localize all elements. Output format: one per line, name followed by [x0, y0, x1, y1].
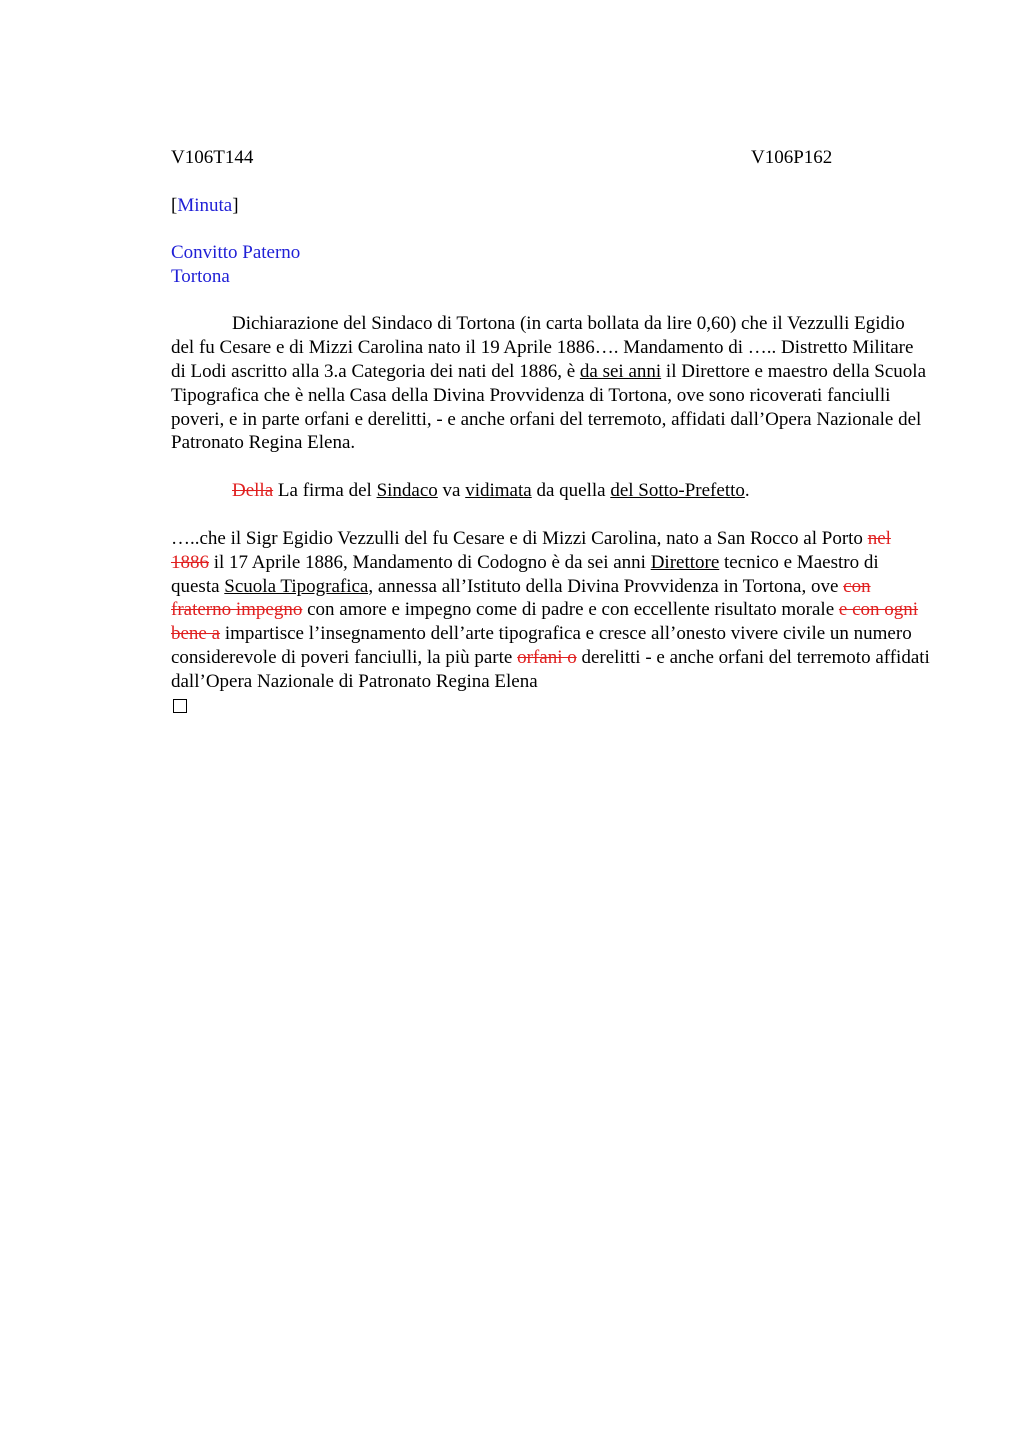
paragraph3-text-g: derelitti - e anche orfani del terremoto affidati dall’Opera Nazionale di Patronato Regina Elena [171, 646, 930, 692]
minuta-text: Minuta [177, 195, 233, 216]
draft-statement-paragraph [171, 527, 931, 694]
underlined-direttore: Direttore [650, 551, 720, 573]
document-code-right: V106P162 [751, 147, 833, 168]
institution-block [171, 241, 931, 289]
declaration-paragraph [171, 312, 931, 455]
paragraph2-text-b: va [437, 480, 466, 502]
paragraph2-text-c: da quella [531, 480, 611, 502]
paragraph3-text-f: impartisce l’insegnamento dell’arte tipografica e cresce all’onesto vivere civile un numero considerevole di poveri fanciulli, la più parte [171, 623, 912, 668]
minuta-label [171, 194, 931, 218]
document-page [171, 146, 931, 713]
struck-della: Della [232, 480, 274, 502]
signature-note-paragraph [171, 479, 931, 503]
institution-name: Convitto Paterno [171, 241, 301, 263]
struck-e-con-ogni-bene-a: e con ogni bene a [171, 599, 919, 645]
minuta-bracket-close: ] [232, 195, 239, 216]
paragraph2-text-d: . [744, 480, 750, 502]
paragraph1-text-b: il Direttore e maestro della Scuola Tipografica che è nella Casa della Divina Provvidenza di Tortona, ove sono ricoverati fanciulli poveri, e in parte orfani e derelitti, - e anche orfani del terremoto, affidati dall’Opera Nazionale del Patronato Regina Elena. [171, 360, 927, 454]
underlined-scuola-tipografica: Scuola Tipografica, [224, 575, 374, 597]
paragraph3-text-d: annessa all’Istituto della Divina Provvidenza in Tortona, ove [373, 575, 844, 597]
paragraph1-text-a: Dichiarazione del Sindaco di Tortona (in carta bollata da lire 0,60) che il Vezzulli Egidio del fu Cesare e di Mizzi Carolina nato il 19 Aprile 1886…. Mandamento di ….. Distretto Militare di Lodi ascritto alla 3.a Categoria dei nati del 1886, è [171, 313, 914, 382]
document-code-left: V106T144 [171, 147, 254, 168]
paragraph1-underlined: da sei anni [579, 360, 662, 382]
document-header [171, 146, 931, 170]
underlined-sotto-prefetto: del Sotto-Prefetto [610, 480, 745, 502]
paragraph3-text-e: con amore e impegno come di padre e con eccellente risultato morale [302, 599, 839, 621]
paragraph3-text-a: …..che il Sigr Egidio Vezzulli del fu Cesare e di Mizzi Carolina, nato a San Rocco al Porto [171, 527, 868, 549]
paragraph3-text-b: il 17 Aprile 1886, Mandamento di Codogno è da sei anni [209, 551, 651, 573]
institution-city: Tortona [171, 265, 230, 287]
paragraph3-text-c: tecnico e Maestro di questa [171, 551, 879, 597]
minuta-bracket-open: [ [171, 195, 178, 216]
struck-con-fraterno-impegno: con fraterno impegno [171, 575, 871, 621]
underlined-vidimata: vidimata [465, 480, 532, 502]
paragraph2-text-a: La firma del [273, 480, 377, 502]
underlined-sindaco: Sindaco [376, 480, 438, 502]
struck-nel-1886: nel 1886 [171, 527, 891, 573]
struck-orfani-o: orfani o [517, 646, 577, 668]
checkbox-square-icon [173, 699, 187, 713]
